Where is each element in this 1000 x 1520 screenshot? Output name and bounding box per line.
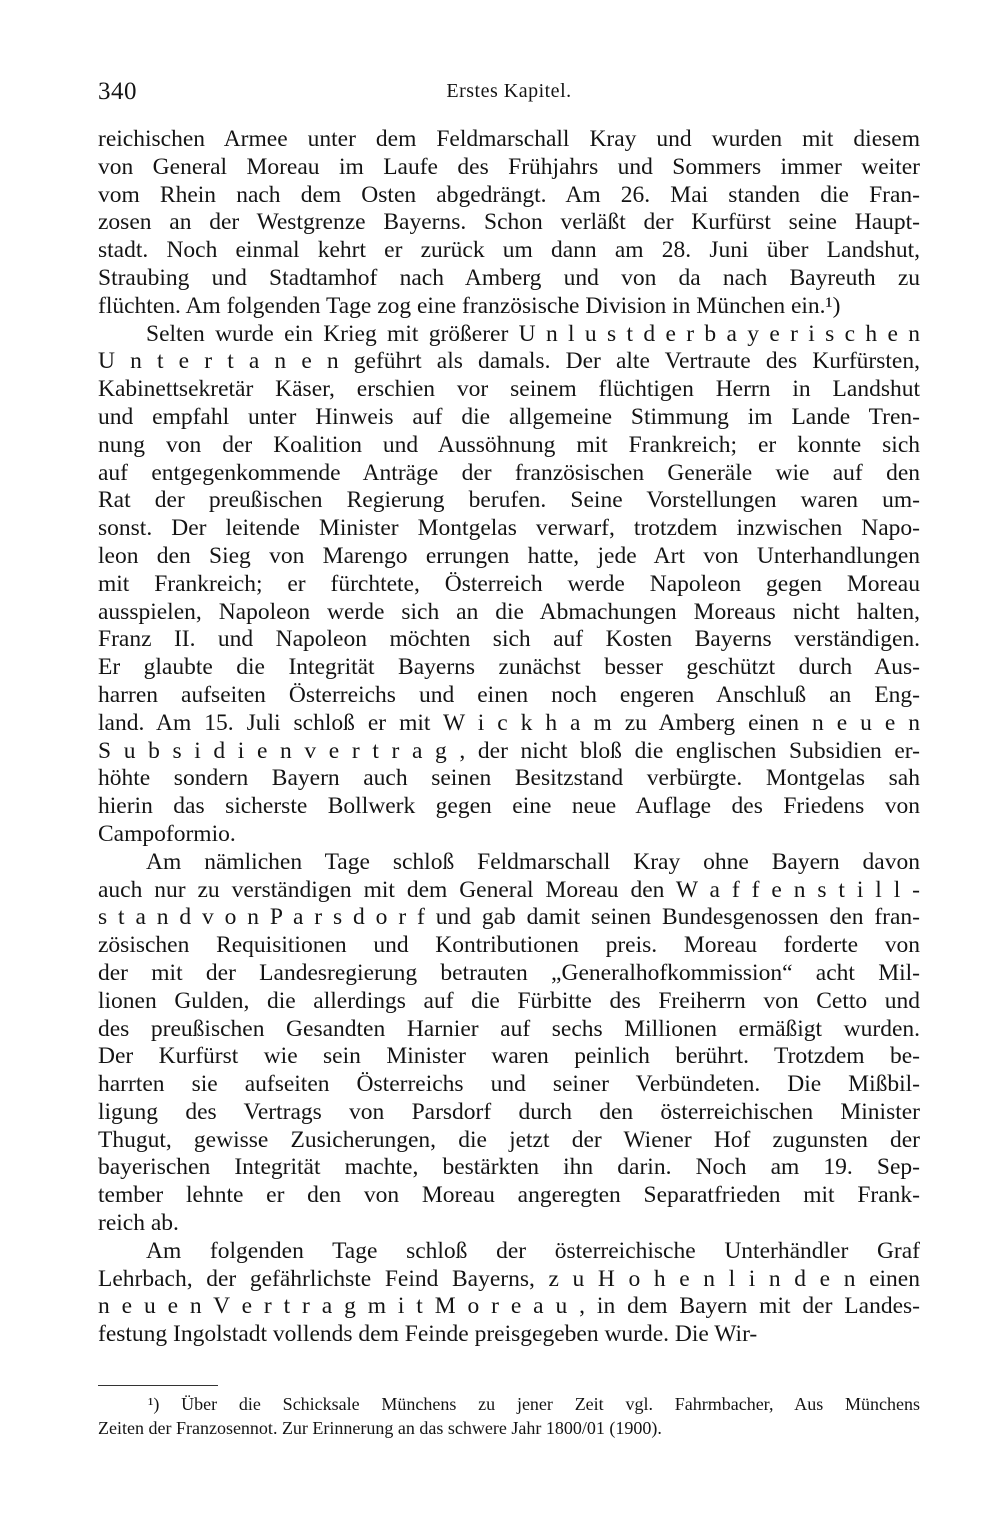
paragraph xyxy=(98,1238,920,1349)
text-line: nung von der Koalition und Aussöhnung mit Frankreich; er konnte sich xyxy=(98,431,920,458)
footnote-rule xyxy=(98,1385,218,1386)
text-line: harren aufseiten Österreichs und einen noch engeren Anschluß an Eng- xyxy=(98,681,920,708)
text-line: Straubing und Stadtamhof nach Amberg und von da nach Bayreuth zu xyxy=(98,264,920,291)
text-line: Am nämlichen Tage schloß Feldmarschall Kray ohne Bayern davon xyxy=(146,848,920,875)
text-line: leon den Sieg von Marengo errungen hatte, jede Art von Unterhandlungen xyxy=(98,542,920,569)
text-line: auch nur zu verständigen mit dem General Moreau den W a f f e n s t i l l - xyxy=(98,876,920,903)
text-line: Der Kurfürst wie sein Minister waren peinlich berührt. Trotzdem be- xyxy=(98,1043,920,1070)
chapter-title: Erstes Kapitel. xyxy=(446,80,572,102)
text-line: vom Rhein nach dem Osten abgedrängt. Am 26. Mai standen die Fran- xyxy=(98,181,920,208)
paragraph xyxy=(98,849,920,1238)
text-line: land. Am 15. Juli schloß er mit W i c k h a m zu Amberg einen n e u e n xyxy=(98,709,920,736)
paragraph xyxy=(98,321,920,849)
text-line: Lehrbach, der gefährlichste Feind Bayerns, z u H o h e n l i n d e n einen xyxy=(98,1265,920,1292)
text-line: höhte sondern Bayern auch seinen Besitzstand verbürgte. Montgelas sah xyxy=(98,765,920,792)
text-line: ausspielen, Napoleon werde sich an die Abmachungen Moreaus nicht halten, xyxy=(98,598,920,625)
text-line: mit Frankreich; er fürchtete, Österreich werde Napoleon gegen Moreau xyxy=(98,570,920,597)
text-line: zosen an der Westgrenze Bayerns. Schon verläßt der Kurfürst seine Haupt- xyxy=(98,209,920,236)
text-line: flüchten. Am folgenden Tage zog eine französische Division in München ein.¹) xyxy=(98,292,841,319)
body-text xyxy=(98,126,920,1349)
paragraph xyxy=(98,126,920,321)
text-line: S u b s i d i e n v e r t r a g , der nicht bloß die englischen Subsidien er- xyxy=(98,737,920,764)
text-line: Zeiten der Franzosennot. Zur Erinnerung an das schwere Jahr 1800/01 (1900). xyxy=(98,1418,662,1438)
text-line: s t a n d v o n P a r s d o r f und gab damit seinen Bundesgenossen den fran- xyxy=(98,904,920,931)
footnote xyxy=(98,1392,920,1440)
text-line: auf entgegenkommende Anträge der französischen Generäle wie auf den xyxy=(98,459,920,486)
text-line: lionen Gulden, die allerdings auf die Fürbitte des Freiherrn von Cetto und xyxy=(98,987,920,1014)
text-line: des preußischen Gesandten Harnier auf sechs Millionen ermäßigt wurden. xyxy=(98,1015,920,1042)
text-line: und empfahl unter Hinweis auf die allgemeine Stimmung im Lande Tren- xyxy=(98,403,920,430)
text-line: bayerischen Integrität machte, bestärkten ihn darin. Noch am 19. Sep- xyxy=(98,1154,920,1181)
text-line: Am folgenden Tage schloß der österreichische Unterhändler Graf xyxy=(146,1237,920,1264)
running-head xyxy=(98,78,920,112)
text-line: Rat der preußischen Regierung berufen. Seine Vorstellungen waren um- xyxy=(98,487,920,514)
text-line: n e u e n V e r t r a g m i t M o r e a u , in dem Bayern mit der Landes- xyxy=(98,1293,920,1320)
text-line: harrten sie aufseiten Österreichs und seiner Verbündeten. Die Mißbil- xyxy=(98,1071,920,1098)
text-line: reichischen Armee unter dem Feldmarschall Kray und wurden mit diesem xyxy=(98,126,920,152)
text-line: Er glaubte die Integrität Bayerns zunächst besser geschützt durch Aus- xyxy=(98,654,920,681)
text-line: U n t e r t a n e n geführt als damals. Der alte Vertraute des Kurfürsten, xyxy=(98,348,920,375)
text-line: ¹) Über die Schicksale Münchens zu jener Zeit vgl. Fahrmbacher, Aus Münchens xyxy=(148,1394,920,1414)
text-line: Selten wurde ein Krieg mit größerer U n l u s t d e r b a y e r i s c h e n xyxy=(146,320,920,347)
text-line: reich ab. xyxy=(98,1210,179,1237)
page-number: 340 xyxy=(98,78,137,105)
text-line: ligung des Vertrags von Parsdorf durch den österreichischen Minister xyxy=(98,1098,920,1125)
text-line: hierin das sicherste Bollwerk gegen eine neue Auflage des Friedens von xyxy=(98,793,920,820)
footnotes xyxy=(98,1392,920,1440)
text-line: zösischen Requisitionen und Kontributionen preis. Moreau forderte von xyxy=(98,932,920,959)
text-line: tember lehnte er den von Moreau angeregten Separatfrieden mit Frank- xyxy=(98,1182,920,1209)
text-line: Thugut, gewisse Zusicherungen, die jetzt der Wiener Hof zugunsten der xyxy=(98,1126,920,1153)
text-line: Kabinettsekretär Käser, erschien vor seinem flüchtigen Herrn in Landshut xyxy=(98,376,920,403)
text-line: sonst. Der leitende Minister Montgelas verwarf, trotzdem inzwischen Napo- xyxy=(98,515,920,542)
text-line: stadt. Noch einmal kehrt er zurück um dann am 28. Juni über Landshut, xyxy=(98,237,920,264)
text-line: festung Ingolstadt vollends dem Feinde preisgegeben wurde. Die Wir- xyxy=(98,1321,758,1348)
text-line: von General Moreau im Laufe des Frühjahrs und Sommers immer weiter xyxy=(98,153,920,180)
text-line: Franz II. und Napoleon möchten sich auf Kosten Bayerns verständigen. xyxy=(98,626,920,653)
text-line: der mit der Landesregierung betrauten „Generalhofkommission“ acht Mil- xyxy=(98,959,920,986)
text-line: Campoformio. xyxy=(98,820,236,847)
